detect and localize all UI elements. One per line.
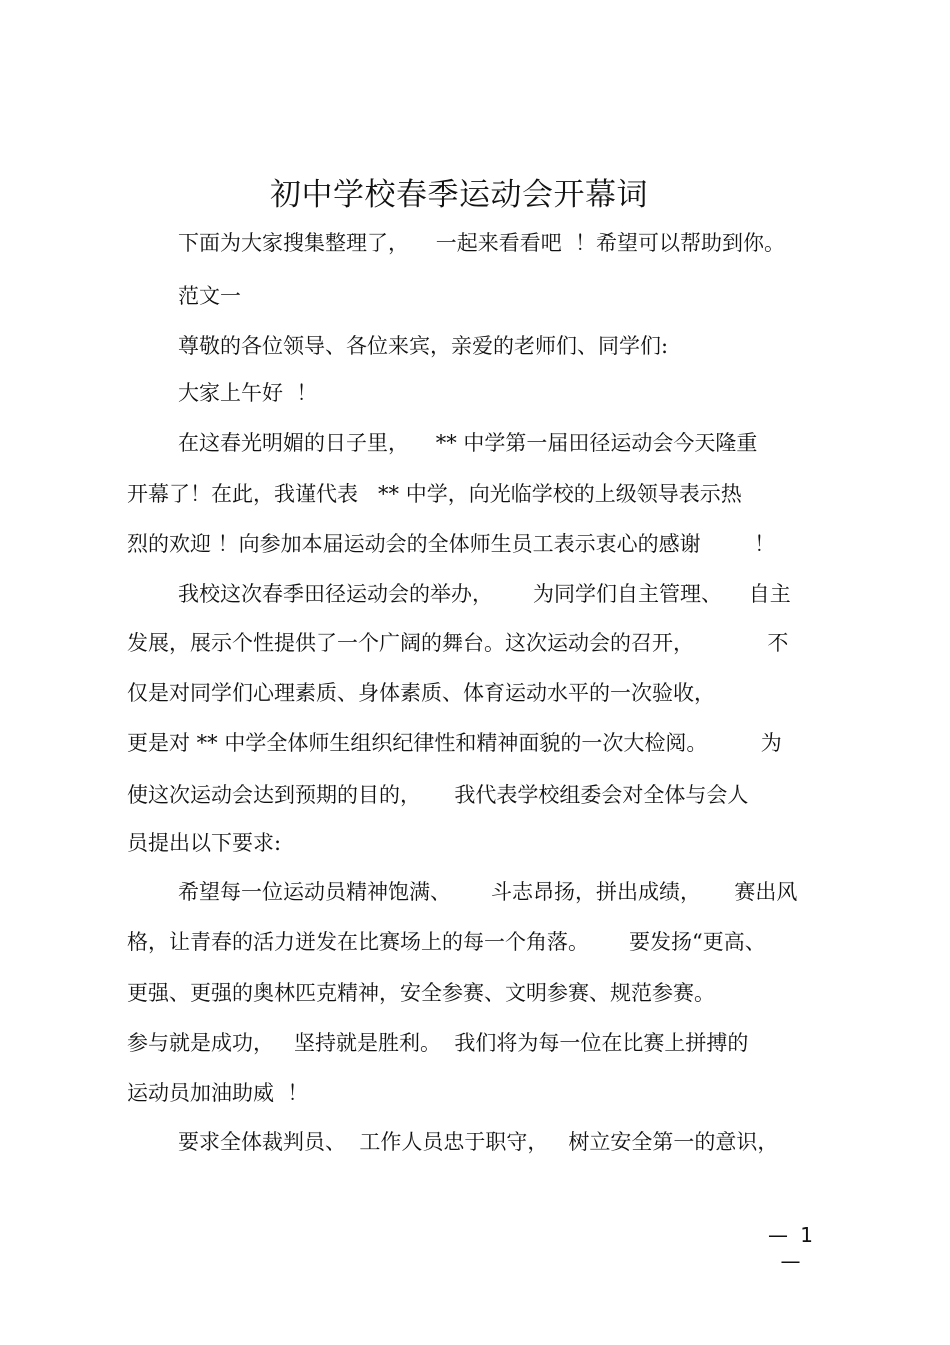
text-line: 员提出以下要求: (127, 831, 282, 855)
text-line: 仅是对同学们心理素质、身体素质、体育运动水平的一次验收， (127, 681, 715, 705)
text-line: 参与就是成功， 坚持就是胜利。 我们将为每一位在比赛上拼搏的 (127, 1031, 749, 1055)
text-line: 开幕了！在此，我谨代表 ** 中学，向光临学校的上级领导表示热 (127, 482, 742, 506)
text-line: 大家上午好 ！ (178, 381, 318, 405)
text-line: 尊敬的各位领导、各位来宾，亲爱的老师们、同学们: (178, 334, 669, 358)
page-number: — 1 — (767, 1223, 817, 1273)
text-line: 格，让青春的活力迸发在比赛场上的每一个角落。 要发扬“更高、 (127, 930, 766, 954)
document-title: 初中学校春季运动会开幕词 (270, 177, 648, 213)
text-line: 范文一 (178, 284, 241, 308)
text-line: 更强、更强的奥林匹克精神，安全参赛、文明参赛、规范参赛。 (127, 981, 715, 1005)
text-line: 下面为大家搜集整理了， 一起来看看吧 ！希望可以帮助到你。 (178, 231, 786, 255)
text-line: 运动员加油助威 ！ (127, 1081, 309, 1105)
text-line: 要求全体裁判员、 工作人员忠于职守， 树立安全第一的意识， (178, 1130, 779, 1154)
text-line: 在这春光明媚的日子里， ** 中学第一届田径运动会今天隆重 (178, 431, 758, 455)
text-line: 使这次运动会达到预期的目的， 我代表学校组委会对全体与会人 (127, 783, 749, 807)
text-line: 发展，展示个性提供了一个广阔的舞台。这次运动会的召开， 不 (127, 631, 789, 655)
text-line: 烈的欢迎 ！向参加本届运动会的全体师生员工表示衷心的感谢 ！ (127, 532, 776, 556)
text-line: 更是对 ** 中学全体师生组织纪律性和精神面貌的一次大检阅。 为 (127, 731, 782, 755)
text-line: 我校这次春季田径运动会的举办， 为同学们自主管理、 自主 (178, 582, 791, 606)
text-line: 希望每一位运动员精神饱满、 斗志昂扬，拼出成绩， 赛出风 (178, 880, 798, 904)
